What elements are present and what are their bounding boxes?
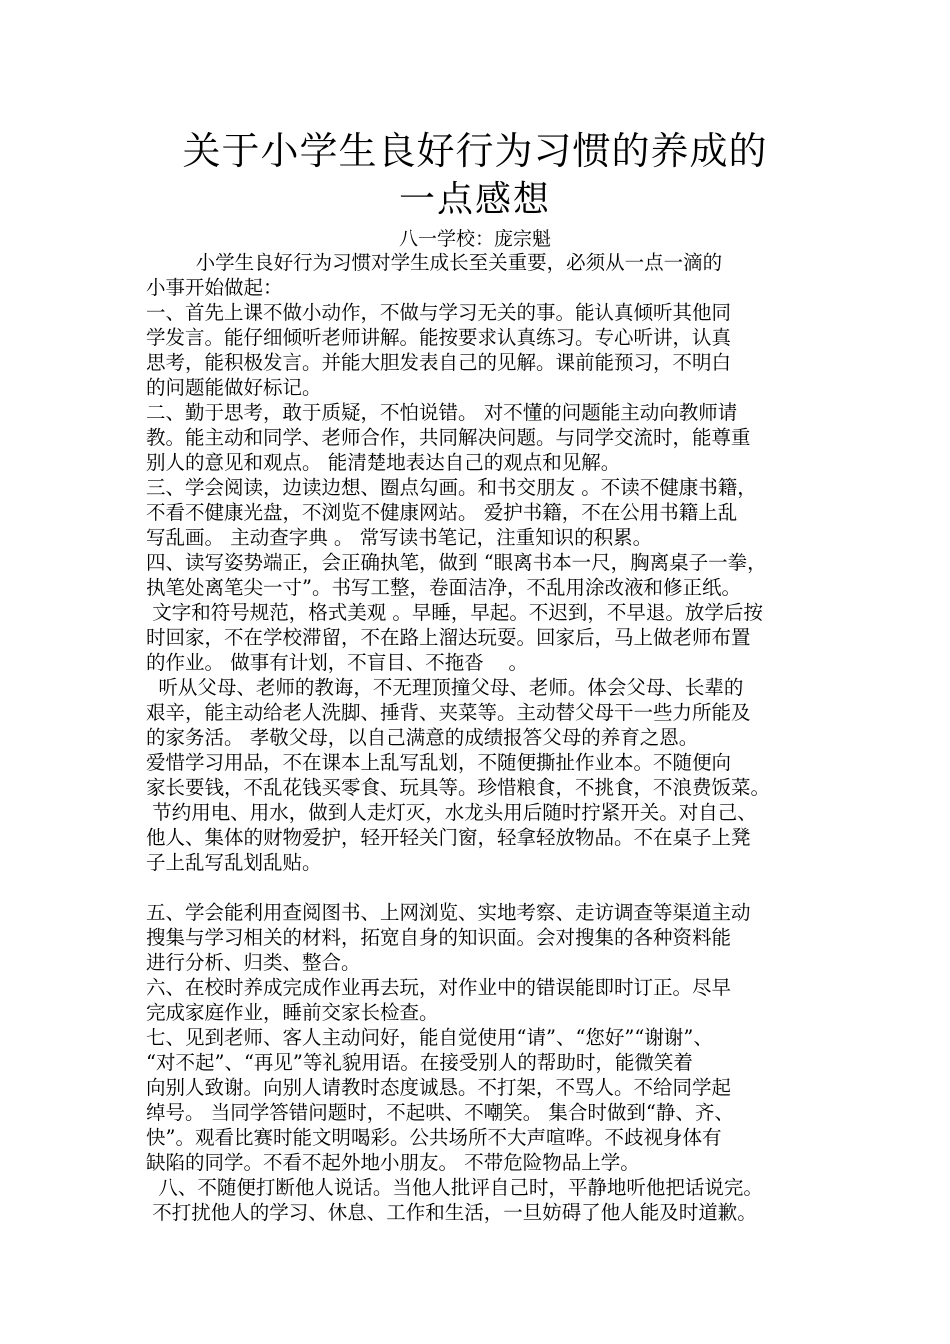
body-text-line: 的作业。 做事有计划，不盲目、不拖沓 。 [146,651,528,674]
body-text-line: 完成家庭作业，睡前交家长检查。 [146,1001,439,1024]
body-text-line: 八、不随便打断他人说话。当他人批评自己时，平静地听他把话说完。 [146,1176,763,1199]
body-text-line: 向别人致谢。向别人请教时态度诚恳。不打架，不骂人。不给同学起 [146,1076,732,1099]
body-text-line: 一、首先上课不做小动作，不做与学习无关的事。能认真倾听其他同 [146,301,732,324]
body-text-line: 二、勤于思考，敢于质疑，不怕说错。 对不懂的问题能主动向教师请 [146,401,738,424]
body-text-line: 的问题能做好标记。 [146,376,322,399]
body-text-line: 不打扰他人的学习、休息、工作和生活，一旦妨碍了他人能及时道歉。 [146,1201,757,1224]
body-text-line: 别人的意见和观点。 能清楚地表达自己的观点和见解。 [146,451,621,474]
body-text-line: 小学生良好行为习惯对学生成长至关重要，必须从一点一滴的 [146,251,723,274]
body-text-line: 四、读写姿势端正，会正确执笔，做到 “眼离书本一尺，胸离桌子一拳， [146,551,767,574]
body-text-line: 执笔处离笔尖一寸”。书写工整，卷面洁净，不乱用涂改液和修正纸。 [146,576,741,599]
body-text-line: 爱惜学习用品，不在课本上乱写乱划，不随便撕扯作业本。不随便向 [146,751,732,774]
body-text-line: 教。能主动和同学、老师合作，共同解决问题。与同学交流时，能尊重 [146,426,751,449]
document-author: 八一学校：庞宗魁 [398,228,551,250]
body-text-line: 六、在校时养成完成作业再去玩，对作业中的错误能即时订正。尽早 [146,976,732,999]
body-text-line: 听从父母、老师的教诲，不无理顶撞父母、老师。体会父母、长辈的 [146,676,744,699]
body-text-line: 进行分析、归类、整合。 [146,951,361,974]
body-text-line: 快”。观看比赛时能文明喝彩。公共场所不大声喧哗。不歧视身体有 [146,1126,722,1149]
body-text-line: 七、见到老师、客人主动问好，能自觉使用“请”、“您好”“谢谢”、 [146,1026,713,1049]
document-title-line-2: 一点感想 [398,179,551,220]
body-text-line: 时回家，不在学校滞留，不在路上溜达玩耍。回家后，马上做老师布置 [146,626,751,649]
document-body [146,250,812,1225]
body-text-line: 他人、集体的财物爱护，轻开轻关门窗，轻拿轻放物品。不在桌子上凳 [146,826,751,849]
body-text-line: 写乱画。 主动查字典 。 常写读书笔记，注重知识的积累。 [146,526,653,549]
document-title-line-1: 关于小学生良好行为习惯的养成的 [182,129,768,173]
body-text-line: 艰辛，能主动给老人洗脚、捶背、夹菜等。主动替父母干一些力所能及 [146,701,751,724]
body-text-line: 文字和符号规范，格式美观 。早睡，早起。不迟到，不早退。放学后按 [146,601,763,624]
body-text-line: 学发言。能仔细倾听老师讲解。能按要求认真练习。专心听讲，认真 [146,326,732,349]
body-text-line: 五、学会能利用查阅图书、上网浏览、实地考察、走访调查等渠道主动 [146,901,751,924]
body-text-line: 家长要钱，不乱花钱买零食、玩具等。珍惜粮食，不挑食，不浪费饭菜。 [146,776,771,799]
body-text-line: 的家务活。 孝敬父母，以自己满意的成绩报答父母的养育之恩。 [146,726,699,749]
body-text-line: 绰号。 当同学答错问题时，不起哄、不嘲笑。 集合时做到“静、齐、 [146,1101,734,1124]
body-text-line: 小事开始做起： [146,276,283,299]
body-text-line: 子上乱写乱划乱贴。 [146,851,322,874]
body-text-line: 思考，能积极发言。并能大胆发表自己的见解。课前能预习，不明白 [146,351,732,374]
body-text-line: 三、学会阅读，边读边想、圈点勾画。和书交朋友 。不读不健康书籍， [146,476,757,499]
body-text-line: “对不起”、“再见”等礼貌用语。在接受别人的帮助时，能微笑着 [146,1051,693,1074]
body-text-line: 不看不健康光盘，不浏览不健康网站。 爱护书籍，不在公用书籍上乱 [146,501,738,524]
body-text-line: 搜集与学习相关的材料，拓宽自身的知识面。会对搜集的各种资料能 [146,926,732,949]
body-text-line [146,875,812,900]
body-text-line: 节约用电、用水，做到人走灯灭，水龙头用后随时拧紧开关。对自己、 [146,801,757,824]
body-text-line: 缺陷的同学。不看不起外地小朋友。 不带危险物品上学。 [146,1151,640,1174]
